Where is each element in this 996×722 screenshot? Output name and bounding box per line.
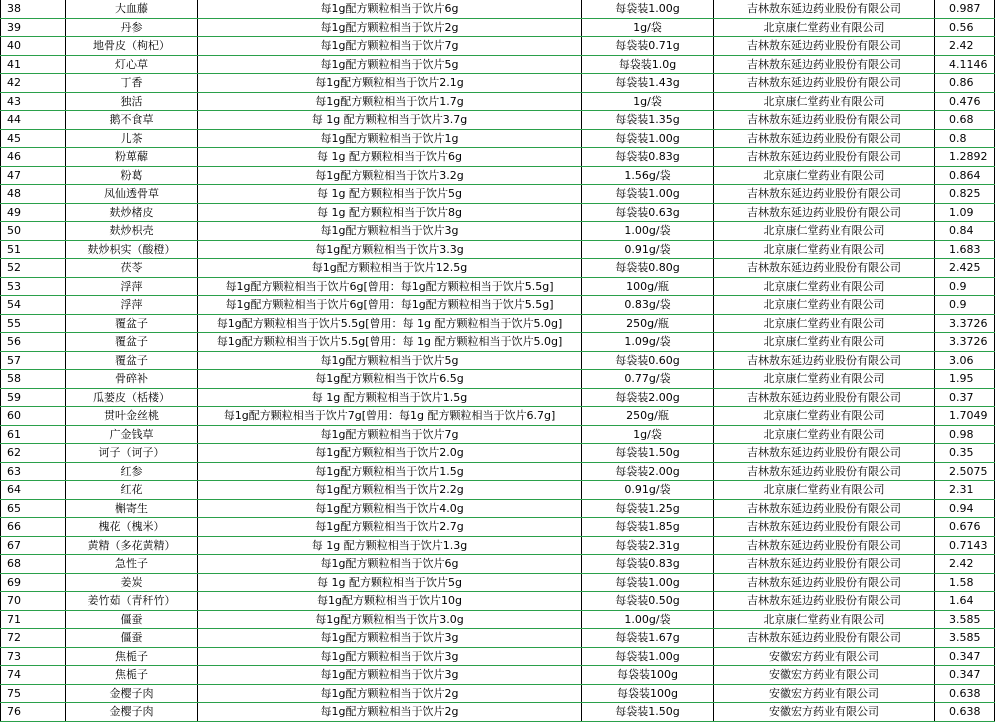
manufacturer-cell[interactable]: 吉林敖东延边药业股份有限公司	[714, 462, 935, 481]
package-spec-cell[interactable]: 每袋装1.00g	[582, 0, 714, 18]
table-row	[1, 37, 995, 56]
package-spec-cell[interactable]: 1g/袋	[582, 18, 714, 37]
price-cell[interactable]: 0.347	[935, 666, 995, 685]
conversion-spec-cell[interactable]: 每1g配方颗粒相当于饮片6g[曾用：每1g配方颗粒相当于饮片5.5g]	[198, 296, 582, 315]
conversion-spec-cell[interactable]: 每1g配方颗粒相当于饮片3.0g	[198, 610, 582, 629]
herb-name-cell[interactable]: 骨碎补	[66, 370, 198, 389]
herb-name-cell[interactable]: 槲寄生	[66, 499, 198, 518]
table-row	[1, 259, 995, 278]
conversion-spec-cell[interactable]: 每 1g 配方颗粒相当于饮片1.3g	[198, 536, 582, 555]
manufacturer-cell[interactable]: 北京康仁堂药业有限公司	[714, 370, 935, 389]
price-cell[interactable]: 0.347	[935, 647, 995, 666]
herb-name-cell[interactable]: 红参	[66, 462, 198, 481]
herb-name-cell[interactable]: 覆盆子	[66, 351, 198, 370]
conversion-spec-cell[interactable]: 每1g配方颗粒相当于饮片3g	[198, 222, 582, 241]
conversion-spec-cell[interactable]: 每 1g 配方颗粒相当于饮片6g	[198, 148, 582, 167]
manufacturer-cell[interactable]: 安徽宏方药业有限公司	[714, 703, 935, 722]
row-number-cell[interactable]: 70	[1, 592, 66, 611]
price-cell[interactable]: 2.5075	[935, 462, 995, 481]
herb-name-cell[interactable]: 地骨皮（枸杞）	[66, 37, 198, 56]
herb-name-cell[interactable]: 大血藤	[66, 0, 198, 18]
conversion-spec-cell[interactable]: 每1g配方颗粒相当于饮片2g	[198, 18, 582, 37]
herb-name-cell[interactable]: 金樱子肉	[66, 684, 198, 703]
manufacturer-cell[interactable]: 北京康仁堂药业有限公司	[714, 240, 935, 259]
conversion-spec-cell[interactable]: 每1g配方颗粒相当于饮片2.2g	[198, 481, 582, 500]
herb-name-cell[interactable]: 独活	[66, 92, 198, 111]
package-spec-cell[interactable]: 每袋装1.00g	[582, 647, 714, 666]
manufacturer-cell[interactable]: 吉林敖东延边药业股份有限公司	[714, 592, 935, 611]
table-row	[1, 74, 995, 93]
price-cell[interactable]: 0.94	[935, 499, 995, 518]
manufacturer-cell[interactable]: 安徽宏方药业有限公司	[714, 647, 935, 666]
table-row	[1, 666, 995, 685]
package-spec-cell[interactable]: 每袋装0.63g	[582, 203, 714, 222]
manufacturer-cell[interactable]: 北京康仁堂药业有限公司	[714, 92, 935, 111]
price-cell[interactable]: 0.825	[935, 185, 995, 204]
manufacturer-cell[interactable]: 吉林敖东延边药业股份有限公司	[714, 259, 935, 278]
package-spec-cell[interactable]: 1.56g/袋	[582, 166, 714, 185]
manufacturer-cell[interactable]: 吉林敖东延边药业股份有限公司	[714, 148, 935, 167]
conversion-spec-cell[interactable]: 每1g配方颗粒相当于饮片12.5g	[198, 259, 582, 278]
conversion-spec-cell[interactable]: 每 1g 配方颗粒相当于饮片8g	[198, 203, 582, 222]
manufacturer-cell[interactable]: 北京康仁堂药业有限公司	[714, 277, 935, 296]
herb-name-cell[interactable]: 儿茶	[66, 129, 198, 148]
table-row	[1, 592, 995, 611]
manufacturer-cell[interactable]: 吉林敖东延边药业股份有限公司	[714, 499, 935, 518]
row-number-cell[interactable]: 39	[1, 18, 66, 37]
table-row	[1, 555, 995, 574]
package-spec-cell[interactable]: 每袋装1.67g	[582, 629, 714, 648]
conversion-spec-cell[interactable]: 每1g配方颗粒相当于饮片4.0g	[198, 499, 582, 518]
manufacturer-cell[interactable]: 安徽宏方药业有限公司	[714, 666, 935, 685]
price-cell[interactable]: 0.7143	[935, 536, 995, 555]
package-spec-cell[interactable]: 0.77g/袋	[582, 370, 714, 389]
price-cell[interactable]: 1.7049	[935, 407, 995, 426]
table-row	[1, 296, 995, 315]
manufacturer-cell[interactable]: 吉林敖东延边药业股份有限公司	[714, 573, 935, 592]
table-row	[1, 148, 995, 167]
conversion-spec-cell[interactable]: 每1g配方颗粒相当于饮片6g[曾用：每1g配方颗粒相当于饮片5.5g]	[198, 277, 582, 296]
herb-name-cell[interactable]: 覆盆子	[66, 314, 198, 333]
price-cell[interactable]: 0.676	[935, 518, 995, 537]
row-number-cell[interactable]: 48	[1, 185, 66, 204]
package-spec-cell[interactable]: 每袋装2.00g	[582, 388, 714, 407]
manufacturer-cell[interactable]: 吉林敖东延边药业股份有限公司	[714, 111, 935, 130]
package-spec-cell[interactable]: 1.00g/袋	[582, 610, 714, 629]
table-row	[1, 314, 995, 333]
conversion-spec-cell[interactable]: 每1g配方颗粒相当于饮片2.1g	[198, 74, 582, 93]
conversion-spec-cell[interactable]: 每1g配方颗粒相当于饮片7g	[198, 37, 582, 56]
package-spec-cell[interactable]: 每袋装0.60g	[582, 351, 714, 370]
conversion-spec-cell[interactable]: 每1g配方颗粒相当于饮片6g	[198, 0, 582, 18]
herb-name-cell[interactable]: 丁香	[66, 74, 198, 93]
package-spec-cell[interactable]: 每袋装1.25g	[582, 499, 714, 518]
manufacturer-cell[interactable]: 吉林敖东延边药业股份有限公司	[714, 388, 935, 407]
herb-name-cell[interactable]: 贯叶金丝桃	[66, 407, 198, 426]
herb-name-cell[interactable]: 槐花（槐米）	[66, 518, 198, 537]
row-number-cell[interactable]: 72	[1, 629, 66, 648]
row-number-cell[interactable]: 42	[1, 74, 66, 93]
package-spec-cell[interactable]: 每袋装0.80g	[582, 259, 714, 278]
package-spec-cell[interactable]: 每袋装1.00g	[582, 129, 714, 148]
package-spec-cell[interactable]: 每袋装1.0g	[582, 55, 714, 74]
table-row	[1, 444, 995, 463]
package-spec-cell[interactable]: 0.91g/袋	[582, 481, 714, 500]
row-number-cell[interactable]: 43	[1, 92, 66, 111]
manufacturer-cell[interactable]: 北京康仁堂药业有限公司	[714, 222, 935, 241]
table-row	[1, 573, 995, 592]
manufacturer-cell[interactable]: 吉林敖东延边药业股份有限公司	[714, 74, 935, 93]
price-cell[interactable]: 1.64	[935, 592, 995, 611]
table-row	[1, 425, 995, 444]
row-number-cell[interactable]: 45	[1, 129, 66, 148]
table-row	[1, 462, 995, 481]
herb-name-cell[interactable]: 姜炭	[66, 573, 198, 592]
table-row	[1, 629, 995, 648]
manufacturer-cell[interactable]: 吉林敖东延边药业股份有限公司	[714, 185, 935, 204]
package-spec-cell[interactable]: 每袋装0.71g	[582, 37, 714, 56]
row-number-cell[interactable]: 56	[1, 333, 66, 352]
price-cell[interactable]: 0.9	[935, 277, 995, 296]
price-cell[interactable]: 1.2892	[935, 148, 995, 167]
manufacturer-cell[interactable]: 北京康仁堂药业有限公司	[714, 407, 935, 426]
herb-name-cell[interactable]: 浮萍	[66, 296, 198, 315]
herb-name-cell[interactable]: 麸炒楮皮	[66, 203, 198, 222]
herb-name-cell[interactable]: 焦栀子	[66, 666, 198, 685]
row-number-cell[interactable]: 67	[1, 536, 66, 555]
price-cell[interactable]: 0.476	[935, 92, 995, 111]
table-body	[1, 0, 995, 721]
herb-name-cell[interactable]: 粉萆薢	[66, 148, 198, 167]
conversion-spec-cell[interactable]: 每1g配方颗粒相当于饮片6.5g	[198, 370, 582, 389]
package-spec-cell[interactable]: 每袋装0.83g	[582, 555, 714, 574]
table-row	[1, 536, 995, 555]
manufacturer-cell[interactable]: 吉林敖东延边药业股份有限公司	[714, 629, 935, 648]
price-cell[interactable]: 0.9	[935, 296, 995, 315]
row-number-cell[interactable]: 71	[1, 610, 66, 629]
row-number-cell[interactable]: 50	[1, 222, 66, 241]
manufacturer-cell[interactable]: 北京康仁堂药业有限公司	[714, 333, 935, 352]
price-cell[interactable]: 3.3726	[935, 314, 995, 333]
row-number-cell[interactable]: 66	[1, 518, 66, 537]
table-row	[1, 129, 995, 148]
herb-name-cell[interactable]: 金樱子肉	[66, 703, 198, 722]
package-spec-cell[interactable]: 每袋装2.31g	[582, 536, 714, 555]
row-number-cell[interactable]: 58	[1, 370, 66, 389]
row-number-cell[interactable]: 46	[1, 148, 66, 167]
herb-name-cell[interactable]: 僵蚕	[66, 629, 198, 648]
row-number-cell[interactable]: 40	[1, 37, 66, 56]
row-number-cell[interactable]: 60	[1, 407, 66, 426]
table-row	[1, 111, 995, 130]
package-spec-cell[interactable]: 每袋装1.43g	[582, 74, 714, 93]
row-number-cell[interactable]: 68	[1, 555, 66, 574]
herb-name-cell[interactable]: 麸炒枳实（酸橙）	[66, 240, 198, 259]
package-spec-cell[interactable]: 1g/袋	[582, 425, 714, 444]
conversion-spec-cell[interactable]: 每1g配方颗粒相当于饮片3g	[198, 647, 582, 666]
price-cell[interactable]: 3.585	[935, 629, 995, 648]
herb-name-cell[interactable]: 浮萍	[66, 277, 198, 296]
herb-name-cell[interactable]: 凤仙透骨草	[66, 185, 198, 204]
conversion-spec-cell[interactable]: 每1g配方颗粒相当于饮片6g	[198, 555, 582, 574]
price-cell[interactable]: 0.56	[935, 18, 995, 37]
conversion-spec-cell[interactable]: 每1g配方颗粒相当于饮片2g	[198, 703, 582, 722]
row-number-cell[interactable]: 69	[1, 573, 66, 592]
package-spec-cell[interactable]: 1.09g/袋	[582, 333, 714, 352]
conversion-spec-cell[interactable]: 每1g配方颗粒相当于饮片5.5g[曾用：每 1g 配方颗粒相当于饮片5.0g]	[198, 333, 582, 352]
table-row	[1, 351, 995, 370]
manufacturer-cell[interactable]: 吉林敖东延边药业股份有限公司	[714, 129, 935, 148]
conversion-spec-cell[interactable]: 每1g配方颗粒相当于饮片2.7g	[198, 518, 582, 537]
herb-name-cell[interactable]: 麸炒枳壳	[66, 222, 198, 241]
manufacturer-cell[interactable]: 北京康仁堂药业有限公司	[714, 314, 935, 333]
table-row	[1, 703, 995, 722]
table-row	[1, 388, 995, 407]
conversion-spec-cell[interactable]: 每1g配方颗粒相当于饮片2g	[198, 684, 582, 703]
package-spec-cell[interactable]: 每袋装1.50g	[582, 703, 714, 722]
conversion-spec-cell[interactable]: 每1g配方颗粒相当于饮片10g	[198, 592, 582, 611]
price-cell[interactable]: 1.09	[935, 203, 995, 222]
table-row	[1, 647, 995, 666]
conversion-spec-cell[interactable]: 每1g配方颗粒相当于饮片5g	[198, 351, 582, 370]
row-number-cell[interactable]: 76	[1, 703, 66, 722]
package-spec-cell[interactable]: 每袋装100g	[582, 684, 714, 703]
row-number-cell[interactable]: 61	[1, 425, 66, 444]
price-cell[interactable]: 0.638	[935, 684, 995, 703]
package-spec-cell[interactable]: 0.91g/袋	[582, 240, 714, 259]
conversion-spec-cell[interactable]: 每 1g 配方颗粒相当于饮片3.7g	[198, 111, 582, 130]
package-spec-cell[interactable]: 250g/瓶	[582, 314, 714, 333]
price-cell[interactable]: 0.84	[935, 222, 995, 241]
row-number-cell[interactable]: 57	[1, 351, 66, 370]
table-row	[1, 518, 995, 537]
herb-name-cell[interactable]: 茯苓	[66, 259, 198, 278]
manufacturer-cell[interactable]: 吉林敖东延边药业股份有限公司	[714, 444, 935, 463]
row-number-cell[interactable]: 62	[1, 444, 66, 463]
price-cell[interactable]: 0.35	[935, 444, 995, 463]
package-spec-cell[interactable]: 1.00g/袋	[582, 222, 714, 241]
table-row	[1, 481, 995, 500]
price-cell[interactable]: 3.06	[935, 351, 995, 370]
price-cell[interactable]: 0.987	[935, 0, 995, 18]
package-spec-cell[interactable]: 每袋装1.35g	[582, 111, 714, 130]
table-row	[1, 370, 995, 389]
package-spec-cell[interactable]: 每袋装1.85g	[582, 518, 714, 537]
row-number-cell[interactable]: 73	[1, 647, 66, 666]
price-cell[interactable]: 1.58	[935, 573, 995, 592]
package-spec-cell[interactable]: 每袋装2.00g	[582, 462, 714, 481]
manufacturer-cell[interactable]: 北京康仁堂药业有限公司	[714, 425, 935, 444]
manufacturer-cell[interactable]: 北京康仁堂药业有限公司	[714, 18, 935, 37]
row-number-cell[interactable]: 41	[1, 55, 66, 74]
manufacturer-cell[interactable]: 吉林敖东延边药业股份有限公司	[714, 37, 935, 56]
manufacturer-cell[interactable]: 北京康仁堂药业有限公司	[714, 296, 935, 315]
manufacturer-cell[interactable]: 吉林敖东延边药业股份有限公司	[714, 555, 935, 574]
conversion-spec-cell[interactable]: 每1g配方颗粒相当于饮片7g[曾用：每1g 配方颗粒相当于饮片6.7g]	[198, 407, 582, 426]
manufacturer-cell[interactable]: 吉林敖东延边药业股份有限公司	[714, 518, 935, 537]
package-spec-cell[interactable]: 每袋装100g	[582, 666, 714, 685]
herb-name-cell[interactable]: 粉葛	[66, 166, 198, 185]
conversion-spec-cell[interactable]: 每 1g 配方颗粒相当于饮片5g	[198, 185, 582, 204]
table-row	[1, 203, 995, 222]
row-number-cell[interactable]: 51	[1, 240, 66, 259]
package-spec-cell[interactable]: 100g/瓶	[582, 277, 714, 296]
price-cell[interactable]: 0.68	[935, 111, 995, 130]
price-cell[interactable]: 1.683	[935, 240, 995, 259]
row-number-cell[interactable]: 63	[1, 462, 66, 481]
row-number-cell[interactable]: 75	[1, 684, 66, 703]
herb-name-cell[interactable]: 瓜蒌皮（栝楼）	[66, 388, 198, 407]
price-cell[interactable]: 0.8	[935, 129, 995, 148]
price-cell[interactable]: 2.31	[935, 481, 995, 500]
table-row	[1, 610, 995, 629]
table-row	[1, 18, 995, 37]
manufacturer-cell[interactable]: 吉林敖东延边药业股份有限公司	[714, 536, 935, 555]
conversion-spec-cell[interactable]: 每1g配方颗粒相当于饮片3.3g	[198, 240, 582, 259]
price-cell[interactable]: 0.86	[935, 74, 995, 93]
row-number-cell[interactable]: 54	[1, 296, 66, 315]
price-cell[interactable]: 1.95	[935, 370, 995, 389]
table-row	[1, 0, 995, 18]
table-row	[1, 277, 995, 296]
table-row	[1, 333, 995, 352]
price-cell[interactable]: 0.98	[935, 425, 995, 444]
table-row	[1, 55, 995, 74]
row-number-cell[interactable]: 52	[1, 259, 66, 278]
row-number-cell[interactable]: 47	[1, 166, 66, 185]
conversion-spec-cell[interactable]: 每1g配方颗粒相当于饮片1g	[198, 129, 582, 148]
conversion-spec-cell[interactable]: 每1g配方颗粒相当于饮片2.0g	[198, 444, 582, 463]
price-cell[interactable]: 2.425	[935, 259, 995, 278]
table-row	[1, 499, 995, 518]
manufacturer-cell[interactable]: 安徽宏方药业有限公司	[714, 684, 935, 703]
package-spec-cell[interactable]: 0.83g/袋	[582, 296, 714, 315]
herb-name-cell[interactable]: 覆盆子	[66, 333, 198, 352]
manufacturer-cell[interactable]: 吉林敖东延边药业股份有限公司	[714, 0, 935, 18]
price-cell[interactable]: 0.638	[935, 703, 995, 722]
manufacturer-cell[interactable]: 北京康仁堂药业有限公司	[714, 166, 935, 185]
conversion-spec-cell[interactable]: 每1g配方颗粒相当于饮片5.5g[曾用：每 1g 配方颗粒相当于饮片5.0g]	[198, 314, 582, 333]
herb-name-cell[interactable]: 广金钱草	[66, 425, 198, 444]
price-cell[interactable]: 2.42	[935, 555, 995, 574]
conversion-spec-cell[interactable]: 每1g配方颗粒相当于饮片1.7g	[198, 92, 582, 111]
row-number-cell[interactable]: 55	[1, 314, 66, 333]
table-row	[1, 166, 995, 185]
price-cell[interactable]: 4.1146	[935, 55, 995, 74]
package-spec-cell[interactable]: 1g/袋	[582, 92, 714, 111]
row-number-cell[interactable]: 74	[1, 666, 66, 685]
manufacturer-cell[interactable]: 吉林敖东延边药业股份有限公司	[714, 203, 935, 222]
row-number-cell[interactable]: 59	[1, 388, 66, 407]
table-row	[1, 92, 995, 111]
price-cell[interactable]: 3.3726	[935, 333, 995, 352]
conversion-spec-cell[interactable]: 每1g配方颗粒相当于饮片3g	[198, 666, 582, 685]
price-cell[interactable]: 0.37	[935, 388, 995, 407]
herb-name-cell[interactable]: 僵蚕	[66, 610, 198, 629]
conversion-spec-cell[interactable]: 每1g配方颗粒相当于饮片5g	[198, 55, 582, 74]
row-number-cell[interactable]: 53	[1, 277, 66, 296]
package-spec-cell[interactable]: 每袋装1.00g	[582, 573, 714, 592]
table-row	[1, 240, 995, 259]
conversion-spec-cell[interactable]: 每1g配方颗粒相当于饮片3g	[198, 629, 582, 648]
package-spec-cell[interactable]: 每袋装0.50g	[582, 592, 714, 611]
table-row	[1, 185, 995, 204]
conversion-spec-cell[interactable]: 每1g配方颗粒相当于饮片7g	[198, 425, 582, 444]
herb-name-cell[interactable]: 焦栀子	[66, 647, 198, 666]
row-number-cell[interactable]: 38	[1, 0, 66, 18]
price-cell[interactable]: 3.585	[935, 610, 995, 629]
manufacturer-cell[interactable]: 北京康仁堂药业有限公司	[714, 481, 935, 500]
table-row	[1, 684, 995, 703]
manufacturer-cell[interactable]: 北京康仁堂药业有限公司	[714, 610, 935, 629]
row-number-cell[interactable]: 49	[1, 203, 66, 222]
conversion-spec-cell[interactable]: 每 1g 配方颗粒相当于饮片5g	[198, 573, 582, 592]
herb-name-cell[interactable]: 红花	[66, 481, 198, 500]
manufacturer-cell[interactable]: 吉林敖东延边药业股份有限公司	[714, 55, 935, 74]
herb-name-cell[interactable]: 黄精（多花黄精）	[66, 536, 198, 555]
price-cell[interactable]: 0.864	[935, 166, 995, 185]
price-cell[interactable]: 2.42	[935, 37, 995, 56]
package-spec-cell[interactable]: 每袋装1.50g	[582, 444, 714, 463]
package-spec-cell[interactable]: 每袋装1.00g	[582, 185, 714, 204]
package-spec-cell[interactable]: 每袋装0.83g	[582, 148, 714, 167]
table-row	[1, 222, 995, 241]
package-spec-cell[interactable]: 250g/瓶	[582, 407, 714, 426]
conversion-spec-cell[interactable]: 每 1g 配方颗粒相当于饮片1.5g	[198, 388, 582, 407]
herb-name-cell[interactable]: 灯心草	[66, 55, 198, 74]
table-row	[1, 407, 995, 426]
manufacturer-cell[interactable]: 吉林敖东延边药业股份有限公司	[714, 351, 935, 370]
herb-name-cell[interactable]: 丹参	[66, 18, 198, 37]
herb-name-cell[interactable]: 鹅不食草	[66, 111, 198, 130]
herb-name-cell[interactable]: 急性子	[66, 555, 198, 574]
conversion-spec-cell[interactable]: 每1g配方颗粒相当于饮片3.2g	[198, 166, 582, 185]
herb-name-cell[interactable]: 诃子（诃子）	[66, 444, 198, 463]
row-number-cell[interactable]: 64	[1, 481, 66, 500]
row-number-cell[interactable]: 65	[1, 499, 66, 518]
row-number-cell[interactable]: 44	[1, 111, 66, 130]
conversion-spec-cell[interactable]: 每1g配方颗粒相当于饮片1.5g	[198, 462, 582, 481]
herb-name-cell[interactable]: 姜竹茹（青秆竹）	[66, 592, 198, 611]
